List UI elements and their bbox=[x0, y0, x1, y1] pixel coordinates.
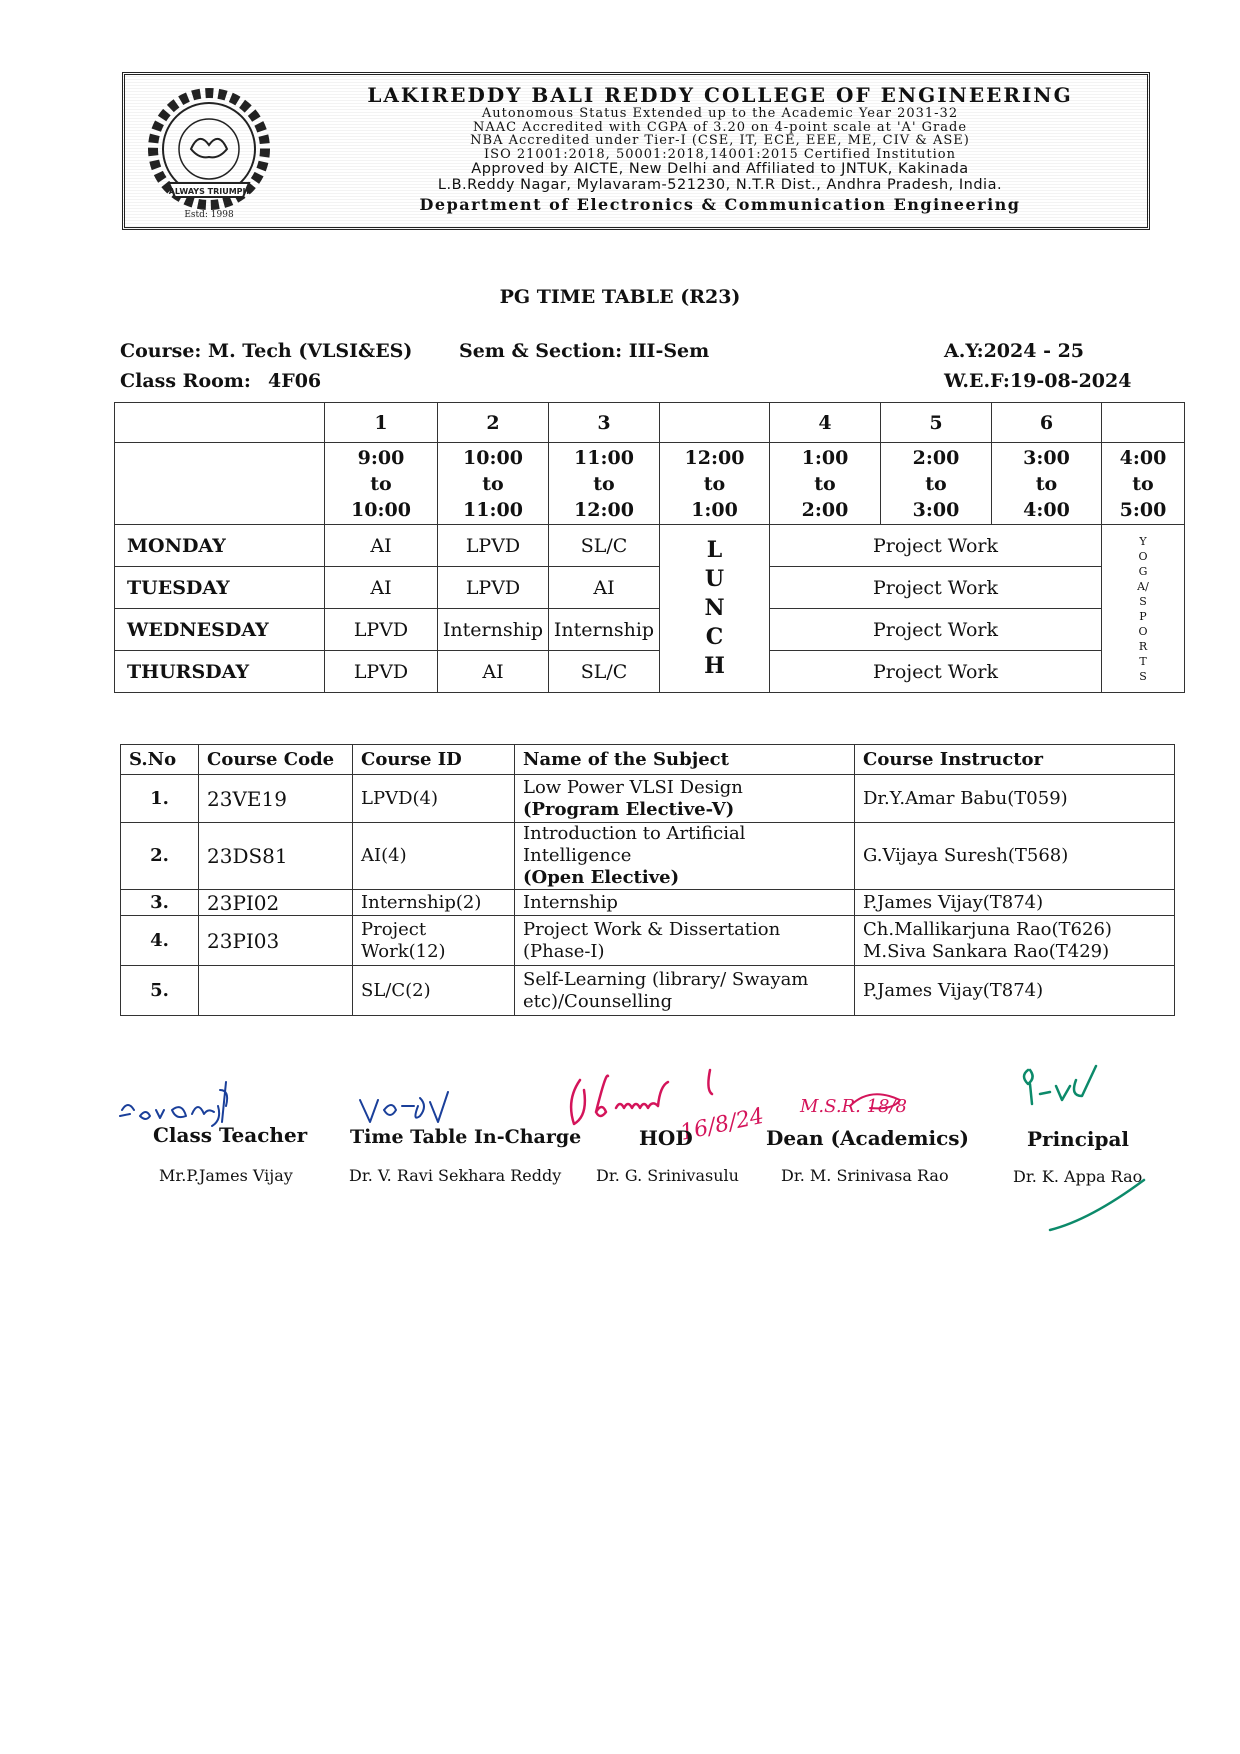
course-instructor: P.James Vijay(T874) bbox=[855, 966, 1175, 1016]
course-instructor: P.James Vijay(T874) bbox=[855, 890, 1175, 916]
course-sno: 3. bbox=[121, 890, 199, 916]
course-sno: 1. bbox=[121, 775, 199, 823]
sig-name-principal: Dr. K. Appa Rao bbox=[1013, 1167, 1143, 1186]
wef-date: W.E.F:19-08-2024 bbox=[944, 370, 1132, 392]
slot-cell: SL/C bbox=[549, 651, 660, 693]
time-slot-3: 11:00 to 12:00 bbox=[549, 443, 660, 525]
college-name: LAKIREDDY BALI REDDY COLLEGE OF ENGINEERING bbox=[367, 83, 1073, 107]
time-slot-2: 10:00 to 11:00 bbox=[438, 443, 549, 525]
time-header-row bbox=[115, 443, 1185, 525]
afternoon-cell: Project Work bbox=[770, 567, 1102, 609]
course-id: LPVD(4) bbox=[353, 775, 515, 823]
page-title: PG TIME TABLE (R23) bbox=[499, 286, 741, 308]
sig-role-principal: Principal bbox=[1027, 1127, 1130, 1151]
period-5: 5 bbox=[881, 403, 992, 443]
course-code: 23PI03 bbox=[199, 916, 353, 966]
sig-role-class-teacher: Class Teacher bbox=[153, 1123, 308, 1147]
day-label: TUESDAY bbox=[115, 567, 325, 609]
sig-role-dean: Dean (Academics) bbox=[766, 1126, 970, 1150]
classroom-label: Class Room: bbox=[120, 370, 251, 392]
afternoon-cell: Project Work bbox=[770, 609, 1102, 651]
college-logo bbox=[139, 83, 279, 223]
course-name: Project Work & Dissertation (Phase-I) bbox=[515, 916, 855, 966]
iso-line: ISO 21001:2018, 50001:2018,14001:2015 Certified Institution bbox=[484, 146, 956, 162]
slot-cell: Internship bbox=[549, 609, 660, 651]
time-slot-4: 1:00 to 2:00 bbox=[770, 443, 881, 525]
corner-cell bbox=[115, 403, 325, 443]
course-code bbox=[199, 966, 353, 1016]
day-label: MONDAY bbox=[115, 525, 325, 567]
timetable-incharge-signature bbox=[360, 1092, 448, 1122]
slot-cell: AI bbox=[438, 651, 549, 693]
course-header-row bbox=[121, 745, 1175, 775]
course-id: SL/C(2) bbox=[353, 966, 515, 1016]
course-table bbox=[120, 744, 1175, 1016]
period-lunch bbox=[660, 403, 770, 443]
time-slot-5: 2:00 to 3:00 bbox=[881, 443, 992, 525]
yoga-sports-column: Y O G A/ S P O R T S bbox=[1102, 525, 1185, 693]
approval-line: Approved by AICTE, New Delhi and Affiliated to JNTUK, Kakinada bbox=[471, 161, 969, 177]
letterhead bbox=[122, 72, 1150, 230]
autonomous-status: Autonomous Status Extended up to the Academic Year 2031-32 bbox=[481, 106, 959, 121]
slot-cell: AI bbox=[325, 525, 438, 567]
period-4: 4 bbox=[770, 403, 881, 443]
course-row bbox=[121, 966, 1175, 1016]
time-corner-cell bbox=[115, 443, 325, 525]
period-6: 6 bbox=[992, 403, 1102, 443]
day-row bbox=[115, 651, 1185, 693]
letterhead-text bbox=[295, 79, 1145, 214]
course-code: 23VE19 bbox=[199, 775, 353, 823]
class-teacher-signature bbox=[120, 1082, 227, 1126]
course-name: Low Power VLSI Design (Program Elective-V) bbox=[515, 775, 855, 823]
svg-text:ALWAYS TRIUMPH: ALWAYS TRIUMPH bbox=[168, 187, 250, 196]
slot-cell: Internship bbox=[438, 609, 549, 651]
slot-cell: LPVD bbox=[325, 609, 438, 651]
header-course-id: Course ID bbox=[353, 745, 515, 775]
slot-cell: AI bbox=[325, 567, 438, 609]
hod-signature-date: 16/8/24 bbox=[678, 1103, 767, 1146]
course-code: 23DS81 bbox=[199, 823, 353, 890]
course-row bbox=[121, 890, 1175, 916]
period-1: 1 bbox=[325, 403, 438, 443]
slot-cell: LPVD bbox=[438, 525, 549, 567]
period-yoga bbox=[1102, 403, 1185, 443]
afternoon-cell: Project Work bbox=[770, 651, 1102, 693]
course-sno: 4. bbox=[121, 916, 199, 966]
day-row bbox=[115, 525, 1185, 567]
afternoon-cell: Project Work bbox=[770, 525, 1102, 567]
sig-name-class-teacher: Mr.P.James Vijay bbox=[159, 1166, 293, 1185]
hod-signature bbox=[571, 1070, 712, 1124]
naac-line: NAAC Accredited with CGPA of 3.20 on 4-point scale at 'A' Grade bbox=[472, 119, 968, 135]
nba-line: NBA Accredited under Tier-I (CSE, IT, ECE, EEE, ME, CIV & ASE) bbox=[470, 133, 970, 148]
course-id: Project Work(12) bbox=[353, 916, 515, 966]
day-row bbox=[115, 609, 1185, 651]
course-id: Internship(2) bbox=[353, 890, 515, 916]
address-line: L.B.Reddy Nagar, Mylavaram-521230, N.T.R Dist., Andhra Pradesh, India. bbox=[437, 177, 1003, 193]
period-header-row bbox=[115, 403, 1185, 443]
course-row bbox=[121, 823, 1175, 890]
dean-signature-text: M.S.R. 18/8 bbox=[800, 1096, 907, 1117]
lunch-column: L U N C H bbox=[660, 525, 770, 693]
course-instructor: Dr.Y.Amar Babu(T059) bbox=[855, 775, 1175, 823]
period-2: 2 bbox=[438, 403, 549, 443]
academic-year: A.Y:2024 - 25 bbox=[944, 340, 1085, 362]
slot-cell: SL/C bbox=[549, 525, 660, 567]
course-row bbox=[121, 775, 1175, 823]
sig-role-timetable-incharge: Time Table In-Charge bbox=[350, 1126, 582, 1148]
svg-text:Estd: 1998: Estd: 1998 bbox=[184, 210, 234, 220]
time-slot-7: 4:00 to 5:00 bbox=[1102, 443, 1185, 525]
course-code: 23PI02 bbox=[199, 890, 353, 916]
course-row bbox=[121, 916, 1175, 966]
day-label: WEDNESDAY bbox=[115, 609, 325, 651]
sig-name-timetable-incharge: Dr. V. Ravi Sekhara Reddy bbox=[349, 1166, 562, 1185]
course-label: Course: M. Tech (VLSI&ES) bbox=[120, 340, 413, 362]
course-name: Internship bbox=[515, 890, 855, 916]
course-name: Self-Learning (library/ Swayam etc)/Counselling bbox=[515, 966, 855, 1016]
time-slot-6: 3:00 to 4:00 bbox=[992, 443, 1102, 525]
time-slot-1: 9:00 to 10:00 bbox=[325, 443, 438, 525]
course-name: Introduction to Artificial Intelligence (Open Elective) bbox=[515, 823, 855, 890]
slot-cell: AI bbox=[549, 567, 660, 609]
course-sno: 5. bbox=[121, 966, 199, 1016]
sem-section-label: Sem & Section: III-Sem bbox=[459, 340, 710, 362]
timetable bbox=[114, 402, 1185, 693]
header-subject-name: Name of the Subject bbox=[515, 745, 855, 775]
slot-cell: LPVD bbox=[325, 651, 438, 693]
classroom-value: 4F06 bbox=[268, 370, 322, 392]
course-id: AI(4) bbox=[353, 823, 515, 890]
header-course-code: Course Code bbox=[199, 745, 353, 775]
day-label: THURSDAY bbox=[115, 651, 325, 693]
time-slot-lunch: 12:00 to 1:00 bbox=[660, 443, 770, 525]
sig-name-dean: Dr. M. Srinivasa Rao bbox=[781, 1166, 949, 1185]
department-name: Department of Electronics & Communication Engineering bbox=[419, 195, 1021, 214]
sig-name-hod: Dr. G. Srinivasulu bbox=[596, 1166, 739, 1185]
course-instructor: G.Vijaya Suresh(T568) bbox=[855, 823, 1175, 890]
header-sno: S.No bbox=[121, 745, 199, 775]
course-sno: 2. bbox=[121, 823, 199, 890]
sig-role-hod: HOD bbox=[639, 1126, 693, 1150]
period-3: 3 bbox=[549, 403, 660, 443]
slot-cell: LPVD bbox=[438, 567, 549, 609]
header-instructor: Course Instructor bbox=[855, 745, 1175, 775]
course-instructor: Ch.Mallikarjuna Rao(T626) M.Siva Sankara Rao(T429) bbox=[855, 916, 1175, 966]
day-row bbox=[115, 567, 1185, 609]
